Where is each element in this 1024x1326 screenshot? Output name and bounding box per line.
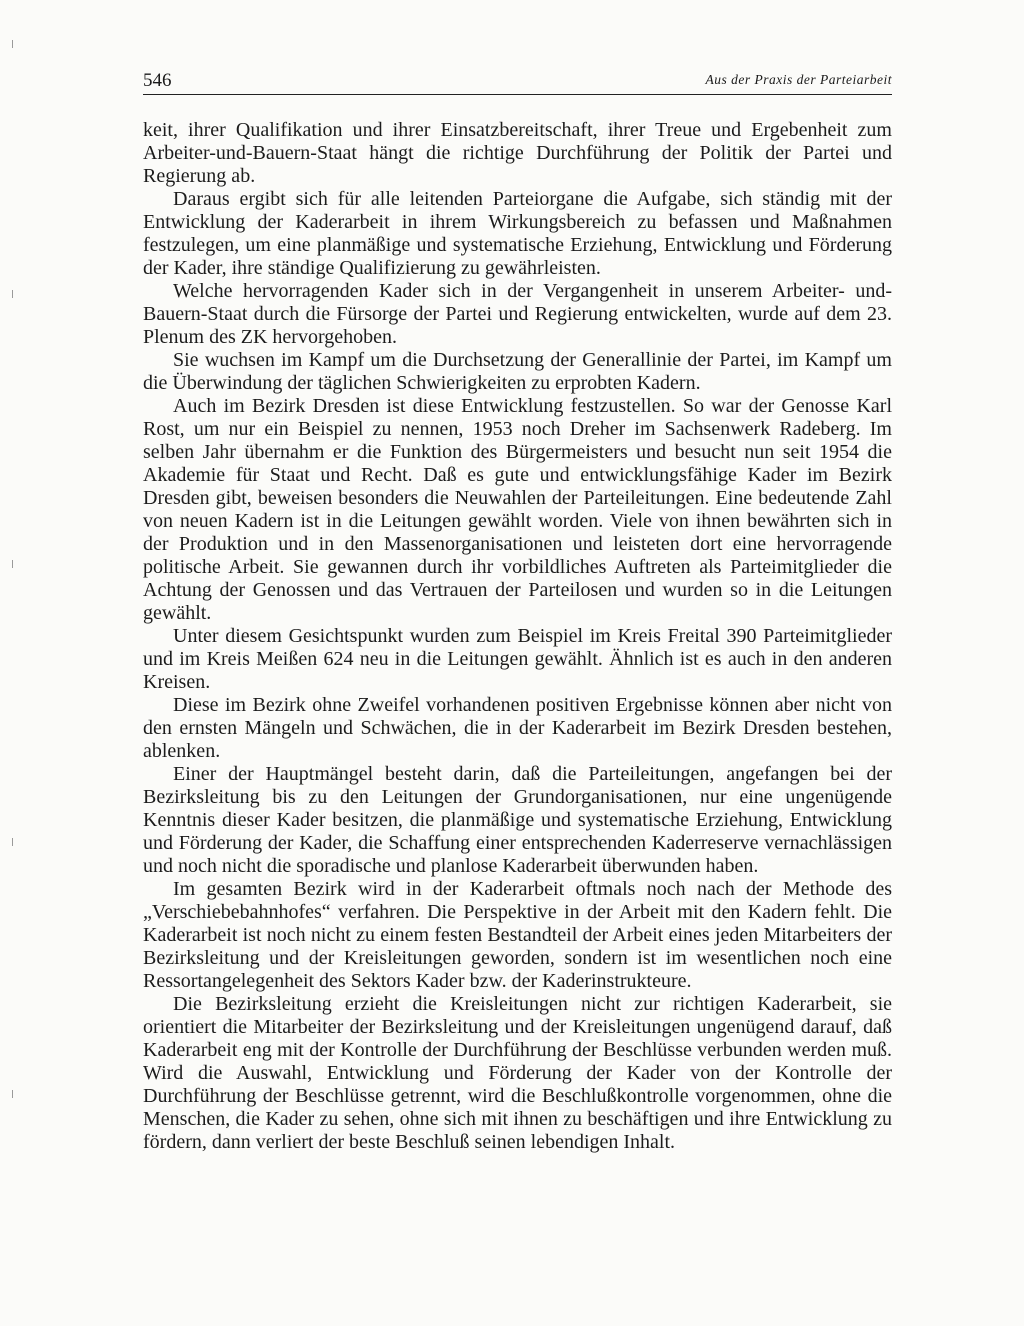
running-head: Aus der Praxis der Parteiarbeit (705, 72, 892, 87)
scan-mark (12, 838, 13, 846)
page-number: 546 (143, 70, 172, 91)
paragraph-6: Unter diesem Gesichtspunkt wurden zum Beispiel im Kreis Freital 390 Parteimitglieder und im Kreis Meißen 624 neu in die Leitungen gewählt. Ähnlich ist es auch in den anderen Kreisen. (143, 625, 892, 693)
scan-mark (12, 290, 13, 298)
scan-mark (12, 40, 13, 48)
paragraph-10: Die Bezirksleitung erzieht die Kreisleitungen nicht zur richtigen Kaderarbeit, sie orientiert die Mitarbeiter der Bezirksleitung und der Kreisleitungen ungenügend darauf, daß Kaderarbeit eng mit der Kontrolle der Durchführung der Beschlüsse verbunden werden muß. Wird die Auswahl, Entwicklung und Förderung der Kader von der Kontrolle der Durchführung der Beschlüsse getrennt, wird die Beschlußkontrolle vorgenommen, ohne die Menschen, die Kader zu sehen, ohne sich mit ihnen zu beschäftigen und ihre Entwicklung zu fördern, dann verliert der beste Beschluß seinen lebendigen Inhalt. (143, 993, 892, 1153)
scan-mark (12, 1090, 13, 1098)
paragraph-5: Auch im Bezirk Dresden ist diese Entwicklung festzustellen. So war der Genosse Karl Rost, um nur ein Beispiel zu nennen, 1953 noch Dreher im Sachsenwerk Radeberg. Im selben Jahr übernahm er die Funktion des Bürgermeisters und besucht nun seit 1954 die Akademie für Staat und Recht. Daß es gute und entwicklungsfähige Kader im Bezirk Dresden gibt, beweisen besonders die Neuwahlen der Parteileitungen. Eine bedeutende Zahl von neuen Kadern ist in die Leitungen gewählt worden. Viele von ihnen bewährten sich in der Produktion und in den Massenorganisationen und leisteten dort eine hervorragende politische Arbeit. Sie gewannen durch ihr vorbildliches Auftreten als Parteimitglieder die Achtung der Genossen und das Vertrauen der Parteilosen und wurden so in die Leitungen gewählt. (143, 395, 892, 624)
scan-mark (12, 560, 13, 568)
paragraph-4: Sie wuchsen im Kampf um die Durchsetzung der Generallinie der Partei, im Kampf um die Überwindung der täglichen Schwierigkeiten zu erprobten Kadern. (143, 349, 892, 394)
paragraph-3: Welche hervorragenden Kader sich in der Vergangenheit in unserem Arbeiter- und-Bauern-Staat durch die Fürsorge der Partei und Regierung entwickelten, wurde auf dem 23. Plenum des ZK hervorgehoben. (143, 280, 892, 348)
body-text (143, 119, 892, 1154)
paragraph-7: Diese im Bezirk ohne Zweifel vorhandenen positiven Ergebnisse können aber nicht von den ernsten Mängeln und Schwächen, die in der Kaderarbeit im Bezirk Dresden bestehen, ablenken. (143, 694, 892, 762)
paragraph-8: Einer der Hauptmängel besteht darin, daß die Parteileitungen, angefangen bei der Bezirksleitung bis zu den Leitungen der Grundorganisationen, nur eine ungenügende Kenntnis dieser Kader besitzen, die planmäßige und systematische Erziehung, Entwicklung und Förderung der Kader, die Schaffung einer entsprechenden Kaderreserve vernachlässigen und noch nicht die sporadische und planlose Kaderarbeit überwunden haben. (143, 763, 892, 877)
paragraph-2: Daraus ergibt sich für alle leitenden Parteiorgane die Aufgabe, sich ständig mit der Entwicklung der Kaderarbeit in ihrem Wirkungsbereich zu befassen und Maßnahmen festzulegen, um eine planmäßige und systematische Erziehung, Entwicklung und Förderung der Kader, ihre ständige Qualifizierung zu gewährleisten. (143, 188, 892, 279)
paragraph-9: Im gesamten Bezirk wird in der Kaderarbeit oftmals noch nach der Methode des „Verschiebebahnhofes“ verfahren. Die Perspektive in der Arbeit mit den Kadern fehlt. Die Kaderarbeit ist noch nicht zu einem festen Bestandteil der Arbeit eines jeden Mitarbeiters der Bezirksleitung und der Kreisleitungen geworden, sondern ist im wesentlichen noch eine Ressortangelegenheit des Sektors Kader bzw. der Kaderinstrukteure. (143, 878, 892, 992)
page-header (143, 66, 892, 95)
paragraph-1: keit, ihrer Qualifikation und ihrer Einsatzbereitschaft, ihrer Treue und Ergebenheit zum Arbeiter-und-Bauern-Staat hängt die richtige Durchführung der Politik der Partei und Regierung ab. (143, 119, 892, 187)
